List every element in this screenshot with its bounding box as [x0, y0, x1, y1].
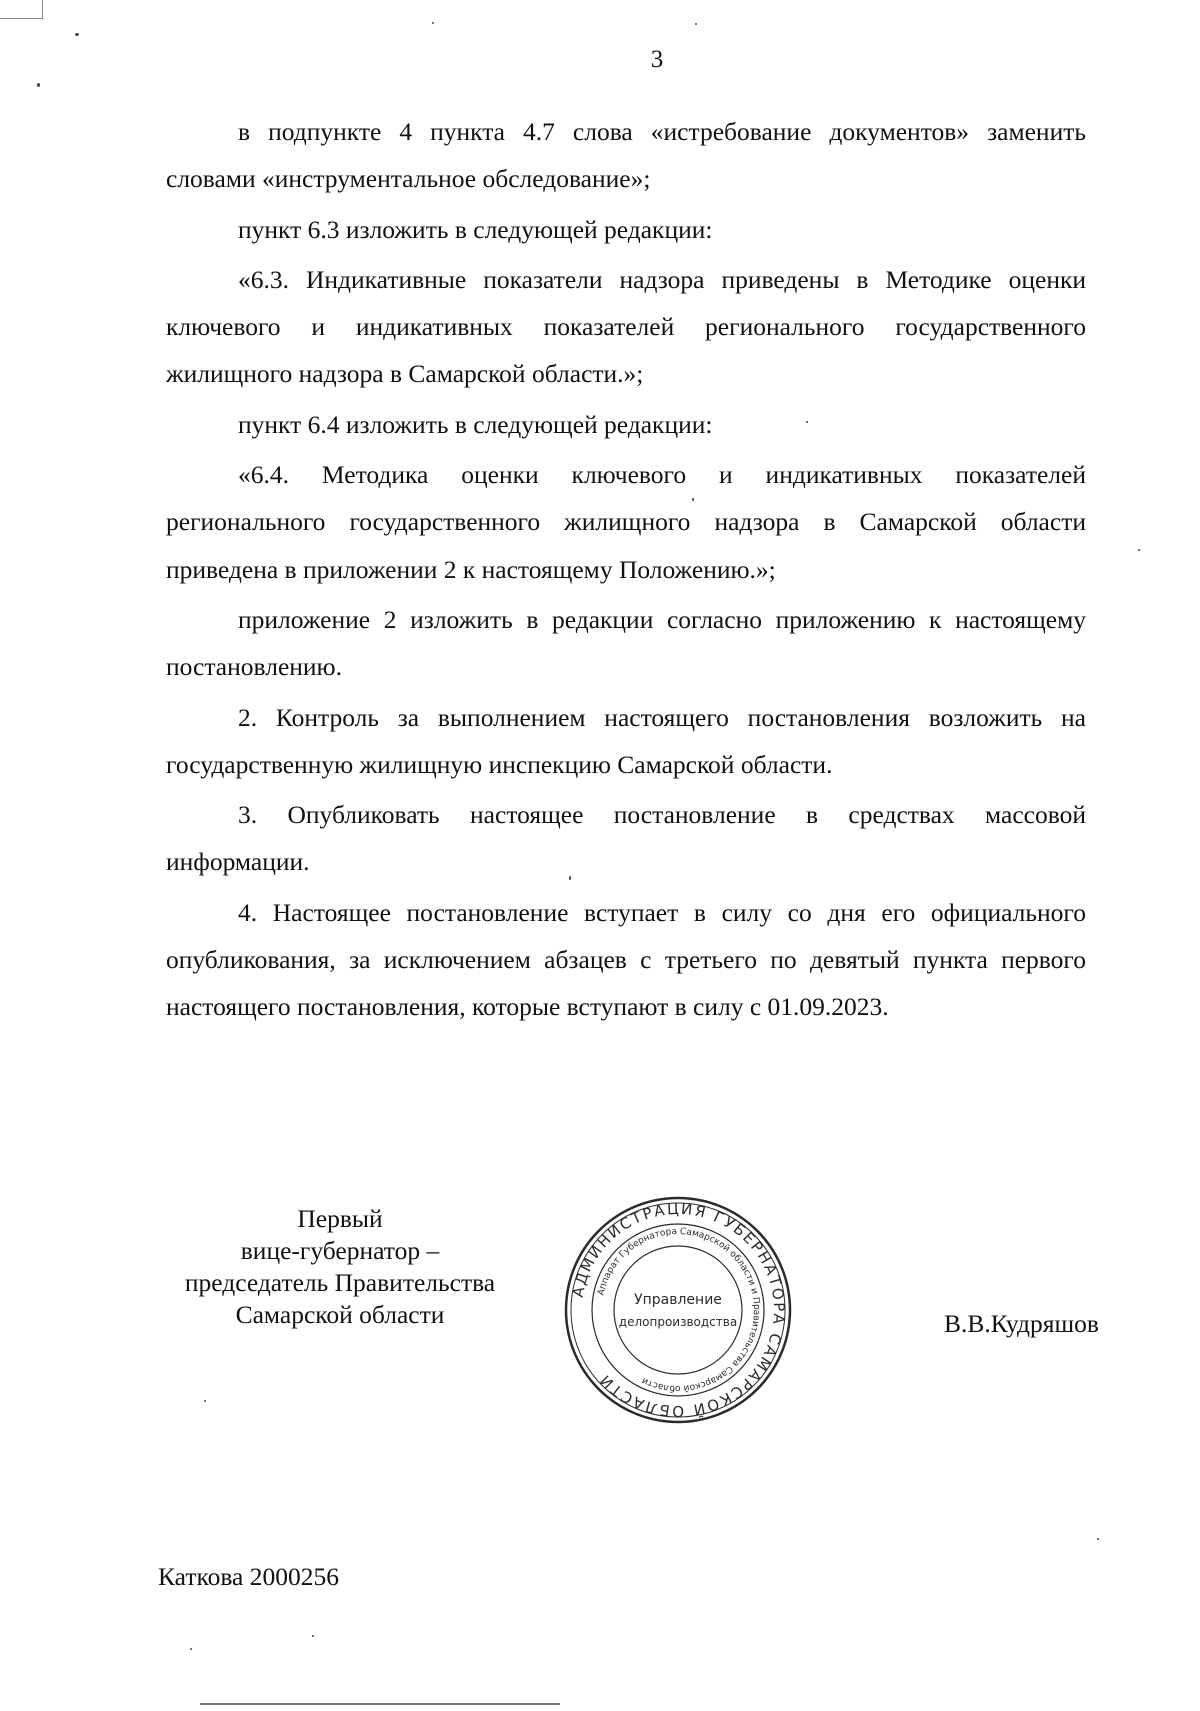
signatory-position: [140, 1203, 540, 1331]
scan-speck: [190, 1648, 192, 1650]
scan-speck: [432, 22, 434, 24]
paragraph-text-6-3: «6.3. Индикативные показатели надзора приведены в Методике оценки ключевого и индикативных показателей регионального государственного жилищного надзора в Самарской области.»;: [166, 264, 1086, 389]
svg-text:Аппарат Губернатора Самарской: [596, 1227, 761, 1393]
official-stamp: [560, 1192, 796, 1428]
stamp-center-line-2: делопроизводства: [618, 1315, 738, 1329]
paragraph-intro-6-3: пункт 6.3 изложить в следующей редакции:: [238, 214, 713, 244]
scan-speck: [37, 83, 40, 87]
position-line: Самарской области: [235, 1300, 445, 1329]
paragraph-amend-4-7: в подпункте 4 пункта 4.7 слова «истребование документов» заменить словами «инструментальное обследование»;: [166, 117, 1086, 194]
position-line: председатель Правительства: [184, 1268, 496, 1297]
scan-speck: [1138, 549, 1140, 551]
document-body: [166, 108, 1086, 1034]
paragraph-item-2-control: 2. Контроль за выполнением настоящего постановления возложить на государственную жилищную инспекцию Самарской области.: [166, 702, 1086, 779]
stamp-inner-ring-text: Аппарат Губернатора Самарской области и Правительства Самарской области: [596, 1226, 762, 1394]
scan-bottom-edge: [200, 1703, 560, 1705]
position-line: вице-губернатор –: [240, 1236, 440, 1265]
paragraph-item-4-effective: 4. Настоящее постановление вступает в силу со дня его официального опубликования, за исключением абзацев с третьего по девятый пункта первого настоящего постановления, которые вступают в силу с 01.09.2023.: [166, 897, 1086, 1022]
paragraph-item-3-publish: 3. Опубликовать настоящее постановление в средствах массовой информации.: [166, 800, 1086, 877]
position-line: Первый: [297, 1204, 383, 1233]
paragraph-intro-6-4: пункт 6.4 изложить в следующей редакции:: [238, 409, 713, 439]
executor-contact: Каткова 2000256: [158, 1562, 339, 1591]
paragraph-appendix-2: приложение 2 изложить в редакции согласно приложению к настоящему постановлению.: [166, 604, 1086, 682]
paragraph-text-6-4: «6.4. Методика оценки ключевого и индикативных показателей регионального государственного жилищного надзора в Самарской области приведена в приложении 2 к настоящему Положению.»;: [166, 460, 1086, 584]
scan-speck: [692, 498, 694, 501]
stamp-center-line-1: Управление: [634, 1292, 722, 1308]
scan-speck: [312, 1635, 314, 1637]
scan-speck: [204, 1400, 206, 1402]
stamp-outer-text: АДМИНИСТРАЦИЯ ГУБЕРНАТОРА САМАРСКОЙ ОБЛАСТИ: [568, 1199, 789, 1421]
scan-speck: [695, 23, 697, 25]
scan-speck: [806, 421, 808, 423]
scan-speck: [569, 876, 571, 880]
signer-name: В.В.Кудряшов: [944, 1309, 1099, 1338]
scan-frame-corner: [0, 0, 43, 19]
scan-speck: [1097, 1538, 1099, 1540]
scan-speck: [75, 33, 79, 36]
page-number: 3: [650, 46, 664, 73]
